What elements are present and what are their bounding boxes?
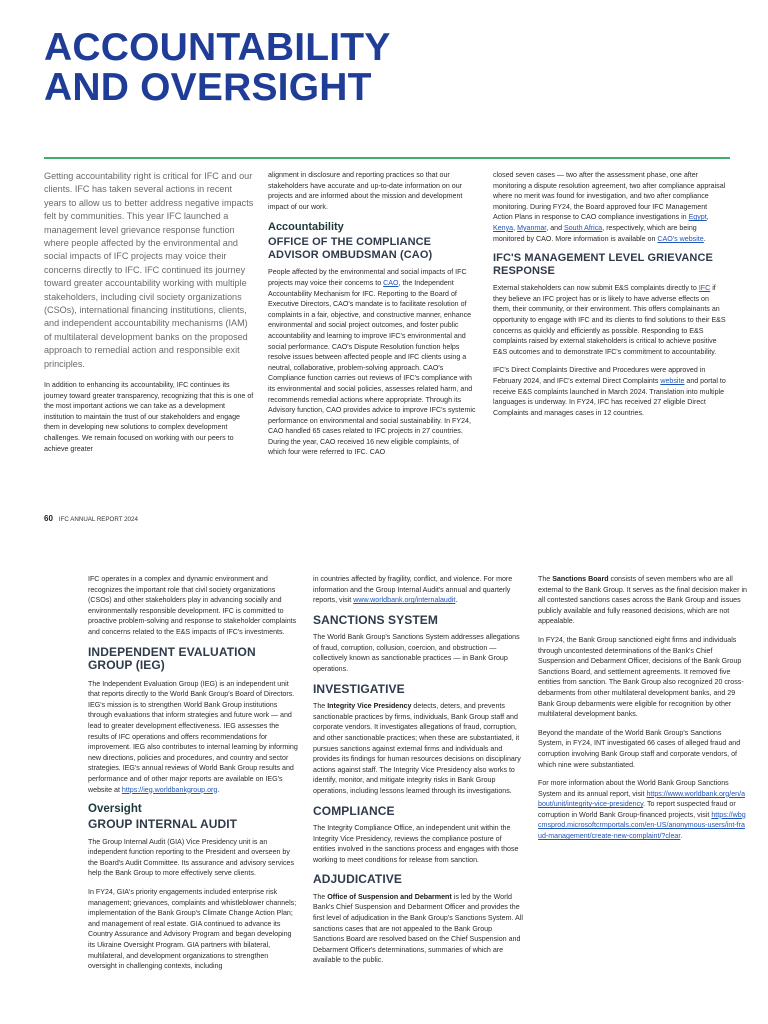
egypt-link[interactable]: Egypt: [688, 213, 707, 222]
gia-paragraph-1: The Group Internal Audit (GIA) Vice Presidency unit is an independent function reporting to the President and overseen by the Board's Audit Committee. Its assurance and advisory services help the Bank Group to more effectively serve clients.: [88, 837, 294, 878]
top-column-2: [268, 170, 478, 466]
stakeholder-paragraph: IFC operates in a complex and dynamic environment and recognizes the important role that civil society organizations (CSOs) and other stakeholders play in advancing socially and environmentally responsible development. IFC is committed to proactive problem-solving and response to stakeholder complaints and concerns related to the E&S impacts of IFC's investments.: [88, 575, 297, 636]
grievance-paragraph: External stakeholders can now submit E&S complaints directly to IFC if they believe an IFC project has or is likely to have adverse effects on them, their community, or their environment. This offers complainants an opportunity to engage with IFC and its clients to find solutions to their E&S concerns as quickly and efficiently as possible. Responding to E&S complaints raised by external stakeholders is critical to achieve positive E&S outcomes and to demonstrate IFC's commitment to accountability.: [493, 284, 726, 356]
gia-heading: GROUP INTERNAL AUDIT: [88, 817, 238, 832]
page-title-line-2: AND OVERSIGHT: [44, 66, 372, 109]
top-column-1: [44, 170, 254, 462]
investigative-paragraph: The Integrity Vice Presidency detects, deters, and prevents sanctionable practices by firms, individuals, Bank Group staff and corporate vendors. It investigates allegations of fraud, corruption, and other sanctionable practices; when these are substantiated, it pursues sanctions against external firms and individuals and provides its findings for human resources decisions on disciplinary actions against staff. The Integrity Vice Presidency also works to identify, monitor, and mitigate integrity risks in Bank Group operations, including lessons learned through its investigations.: [313, 702, 521, 795]
int-investigations-paragraph: Beyond the mandate of the World Bank Group's Sanctions System, in FY24, INT investigated 66 cases of alleged fraud and corruption involving Bank Group staff and corporate vendors, of which nine were substantiated.: [538, 728, 741, 769]
section-divider-rule: [44, 157, 730, 159]
cao-link[interactable]: CAO: [383, 278, 399, 287]
ieg-heading: INDEPENDENT EVALUATION GROUP (IEG): [88, 644, 256, 673]
intro-paragraph: Getting accountability right is critical for IFC and our clients. IFC has taken several actions in recent years to allow us to better address negative impacts felt by communities. This year IFC launched a management level grievance response function where people affected by the environmental and social impacts of IFC projects may voice their concerns directly to IFC. IFC continued its journey toward greater accountability working with multiple stakeholders, including civil society organizations (CSOs), international financing institutions, clients, and independent accountability mechanisms (IAM) of multilateral development banks on the proposed approach to remedial action and responsible exit principles.: [44, 171, 254, 369]
report-name: IFC ANNUAL REPORT 2024: [58, 516, 138, 523]
ifc-link[interactable]: IFC: [698, 284, 711, 293]
fy24-sanctions-paragraph: In FY24, the Bank Group sanctioned eight firms and individuals through uncontested determinations of the Bank's Chief Suspension and Debarment Officer, decisions of the Bank Group Sanctions Board, and settlement agreements. It removed five entities from sanction. The Bank Group also recognized 20 cross-debarments from other multilateral development banks, and 29 Bank Group debarments were eligible for recognition by other multilateral development banks.: [538, 635, 744, 719]
internal-audit-link[interactable]: www.worldbank.org/internalaudit: [353, 596, 456, 605]
gia-paragraph-2: In FY24, GIA's priority engagements included enterprise risk management; grievances, complaints and whistleblower channels; implementation of the Bank Group's Climate Change Action Plan; and management of real estate. GIA continued to advance its Country Assurance and Advisory Program and began developing its Ukraine Oversight Program. GIA partners with bilateral, multilateral, and development organizations to strengthen oversight in challenging contexts, including: [88, 887, 297, 971]
accountability-subheading: Accountability: [268, 221, 344, 234]
compliance-paragraph: The Integrity Compliance Office, an independent unit within the Integrity Vice Presidency, reviews the compliance posture of entities involved in the sanctions process and engages with those working to meet conditions for release from sanction.: [313, 824, 519, 864]
page-number: 60: [44, 514, 53, 523]
page-title-line-1: ACCOUNTABILITY: [44, 26, 391, 69]
cao-heading: OFFICE OF THE COMPLIANCE ADVISOR OMBUDSMAN (CAO): [268, 236, 433, 261]
adjudicative-paragraph: The Office of Suspension and Debarment is led by the World Bank's Chief Suspension and Debarment Officer and provides the first level of adjudication in the Bank Group's Sanctions System. All sanctions cases that are not appealed to the Bank Group Sanctions Board are resolved based on the Chief Suspension and Debarment Officer's determinations, summaries of which are available to the public.: [313, 892, 523, 965]
integrity-vp-link[interactable]: https://www.worldbank.org/en/about/unit/integrity-vice-presidency: [538, 789, 746, 809]
direct-complaints-paragraph: IFC's Direct Complaints Directive and Procedures were approved in February 2024, and IFC's external Direct Complaints website and portal to receive E&S complaints launched in March 2024. Translation into multiple languages is underway. In FY24, IFC has received 27 eligible Direct Complaints and manages cases in 12 countries.: [493, 366, 726, 417]
cao-cases-paragraph: closed seven cases — two after the assessment phase, one after monitoring a dispute resolution agreement, two after compliance appraisal where no merit was found for investigation, and two after compliance monitoring. During FY24, the Board approved four IFC Management Action Plans in response to CAO compliance investigations in Egypt, Kenya, Myanmar, and South Africa, respectively, which are being monitored by CAO. More information is available on CAO's website.: [493, 171, 726, 243]
direct-complaints-website-link[interactable]: website: [660, 376, 685, 385]
grievance-response-heading: IFC'S MANAGEMENT LEVEL GRIEVANCE RESPONSE: [493, 252, 713, 277]
ieg-website-link[interactable]: https://ieg.worldbankgroup.org: [121, 785, 218, 794]
bottom-column-2: [313, 574, 523, 974]
myanmar-link[interactable]: Myanmar: [517, 223, 547, 232]
gia-continued-paragraph: in countries affected by fragility, conflict, and violence. For more information and the Group Internal Audit's annual and quarterly reports, visit www.worldbank.org/internalaudit.: [313, 575, 513, 605]
fraud-report-link[interactable]: https://wbgcmsprod.microsoftcrmportals.com/en-US/anonymous-users/int-fraud-management/create-new-complaint/?clear: [538, 810, 746, 841]
alignment-paragraph: alignment in disclosure and reporting practices so that our stakeholders have accurate and up-to-date information on our projects and are informed about the mission and development impact of our work.: [268, 171, 463, 211]
cao-website-link[interactable]: CAO's website: [657, 234, 704, 243]
sanctions-board-paragraph: The Sanctions Board consists of seven members who are all external to the Bank Group. It serves as the final decision maker in all contested sanctions cases across the Bank Group and issues publicly available and fully reasoned decisions, which are not appealable.: [538, 575, 747, 626]
investigative-heading: INVESTIGATIVE: [313, 681, 405, 696]
ieg-paragraph: The Independent Evaluation Group (IEG) is an independent unit that reports directly to the World Bank Group's Board of Directors. IEG's mission is to strengthen World Bank Group institutions through evaluations that inform strategies and future work — and lead to greater development effectiveness. IEG assesses the results of IFC operations and offers recommendations for improvement. IEG also contributes to internal learning by informing new directions, policies and procedures, and country and sector strategies. IEG's annual reviews of World Bank Group results and performance and of other major reports are available on IEG's website at https://ieg.worldbankgroup.org.: [88, 679, 298, 794]
oversight-subheading: Oversight: [88, 803, 142, 816]
transparency-paragraph: In addition to enhancing its accountability, IFC continues its journey toward greater transparency, recognizing that this is one of the most important actions we can take as a development institution to maintain the trust of our stakeholders and engage them in developing new solutions to complex development challenges. We remain focused on working with our peers to achieve greater: [44, 381, 254, 453]
more-info-paragraph: For more information about the World Bank Group Sanctions System and its annual report, visit https://www.worldbank.org/en/about/unit/integrity-vice-presidency. To report suspected fraud or corruption in World Bank Group-financed projects, visit https://wbgcmsprod.microsoftcrmportals.com/en-US/anonymous-users/int-fraud-management/create-new-complaint/?clear.: [538, 779, 746, 841]
sanctions-paragraph: The World Bank Group's Sanctions System addresses allegations of fraud, corruption, collusion, coercion, and obstruction — collectively known as sanctionable practices — in Bank Group operations.: [313, 633, 520, 674]
bottom-column-1: [88, 574, 298, 980]
adjudicative-heading: ADJUDICATIVE: [313, 872, 402, 887]
south-africa-link[interactable]: South Africa: [564, 223, 603, 232]
page-title: [44, 28, 644, 108]
cao-paragraph: People affected by the environmental and social impacts of IFC projects may voice their concerns to CAO, the Independent Accountability Mechanism for IFC. Reporting to the Board of Executive Directors, CAO's mandate is to facilitate resolution of complaints in a fair, objective, and constructive manner, enhance environmental and social project outcomes, and foster public accountability and learning to improve IFC's environmental and social performance. CAO's Dispute Resolution function helps resolve issues between affected people and IFC clients using a neutral, collaborative, problem-solving approach. CAO's Compliance function carries out reviews of IFC's compliance with its environmental and social policies, assesses related harm, and recommends remedial actions where appropriate. Through its Advisory function, CAO provides advice to improve IFC's systemic performance on environmental and social sustainability. In FY24, CAO handled 65 cases related to IFC projects in 27 countries. During the year, CAO received 16 new eligible complaints, of which four were referred to IFC. CAO: [268, 268, 476, 457]
kenya-link[interactable]: Kenya: [493, 223, 514, 232]
compliance-heading: COMPLIANCE: [313, 803, 395, 818]
sanctions-system-heading: SANCTIONS SYSTEM: [313, 612, 438, 627]
top-column-3: [493, 170, 728, 426]
page-footer: [44, 514, 138, 523]
bottom-column-3: [538, 574, 748, 850]
